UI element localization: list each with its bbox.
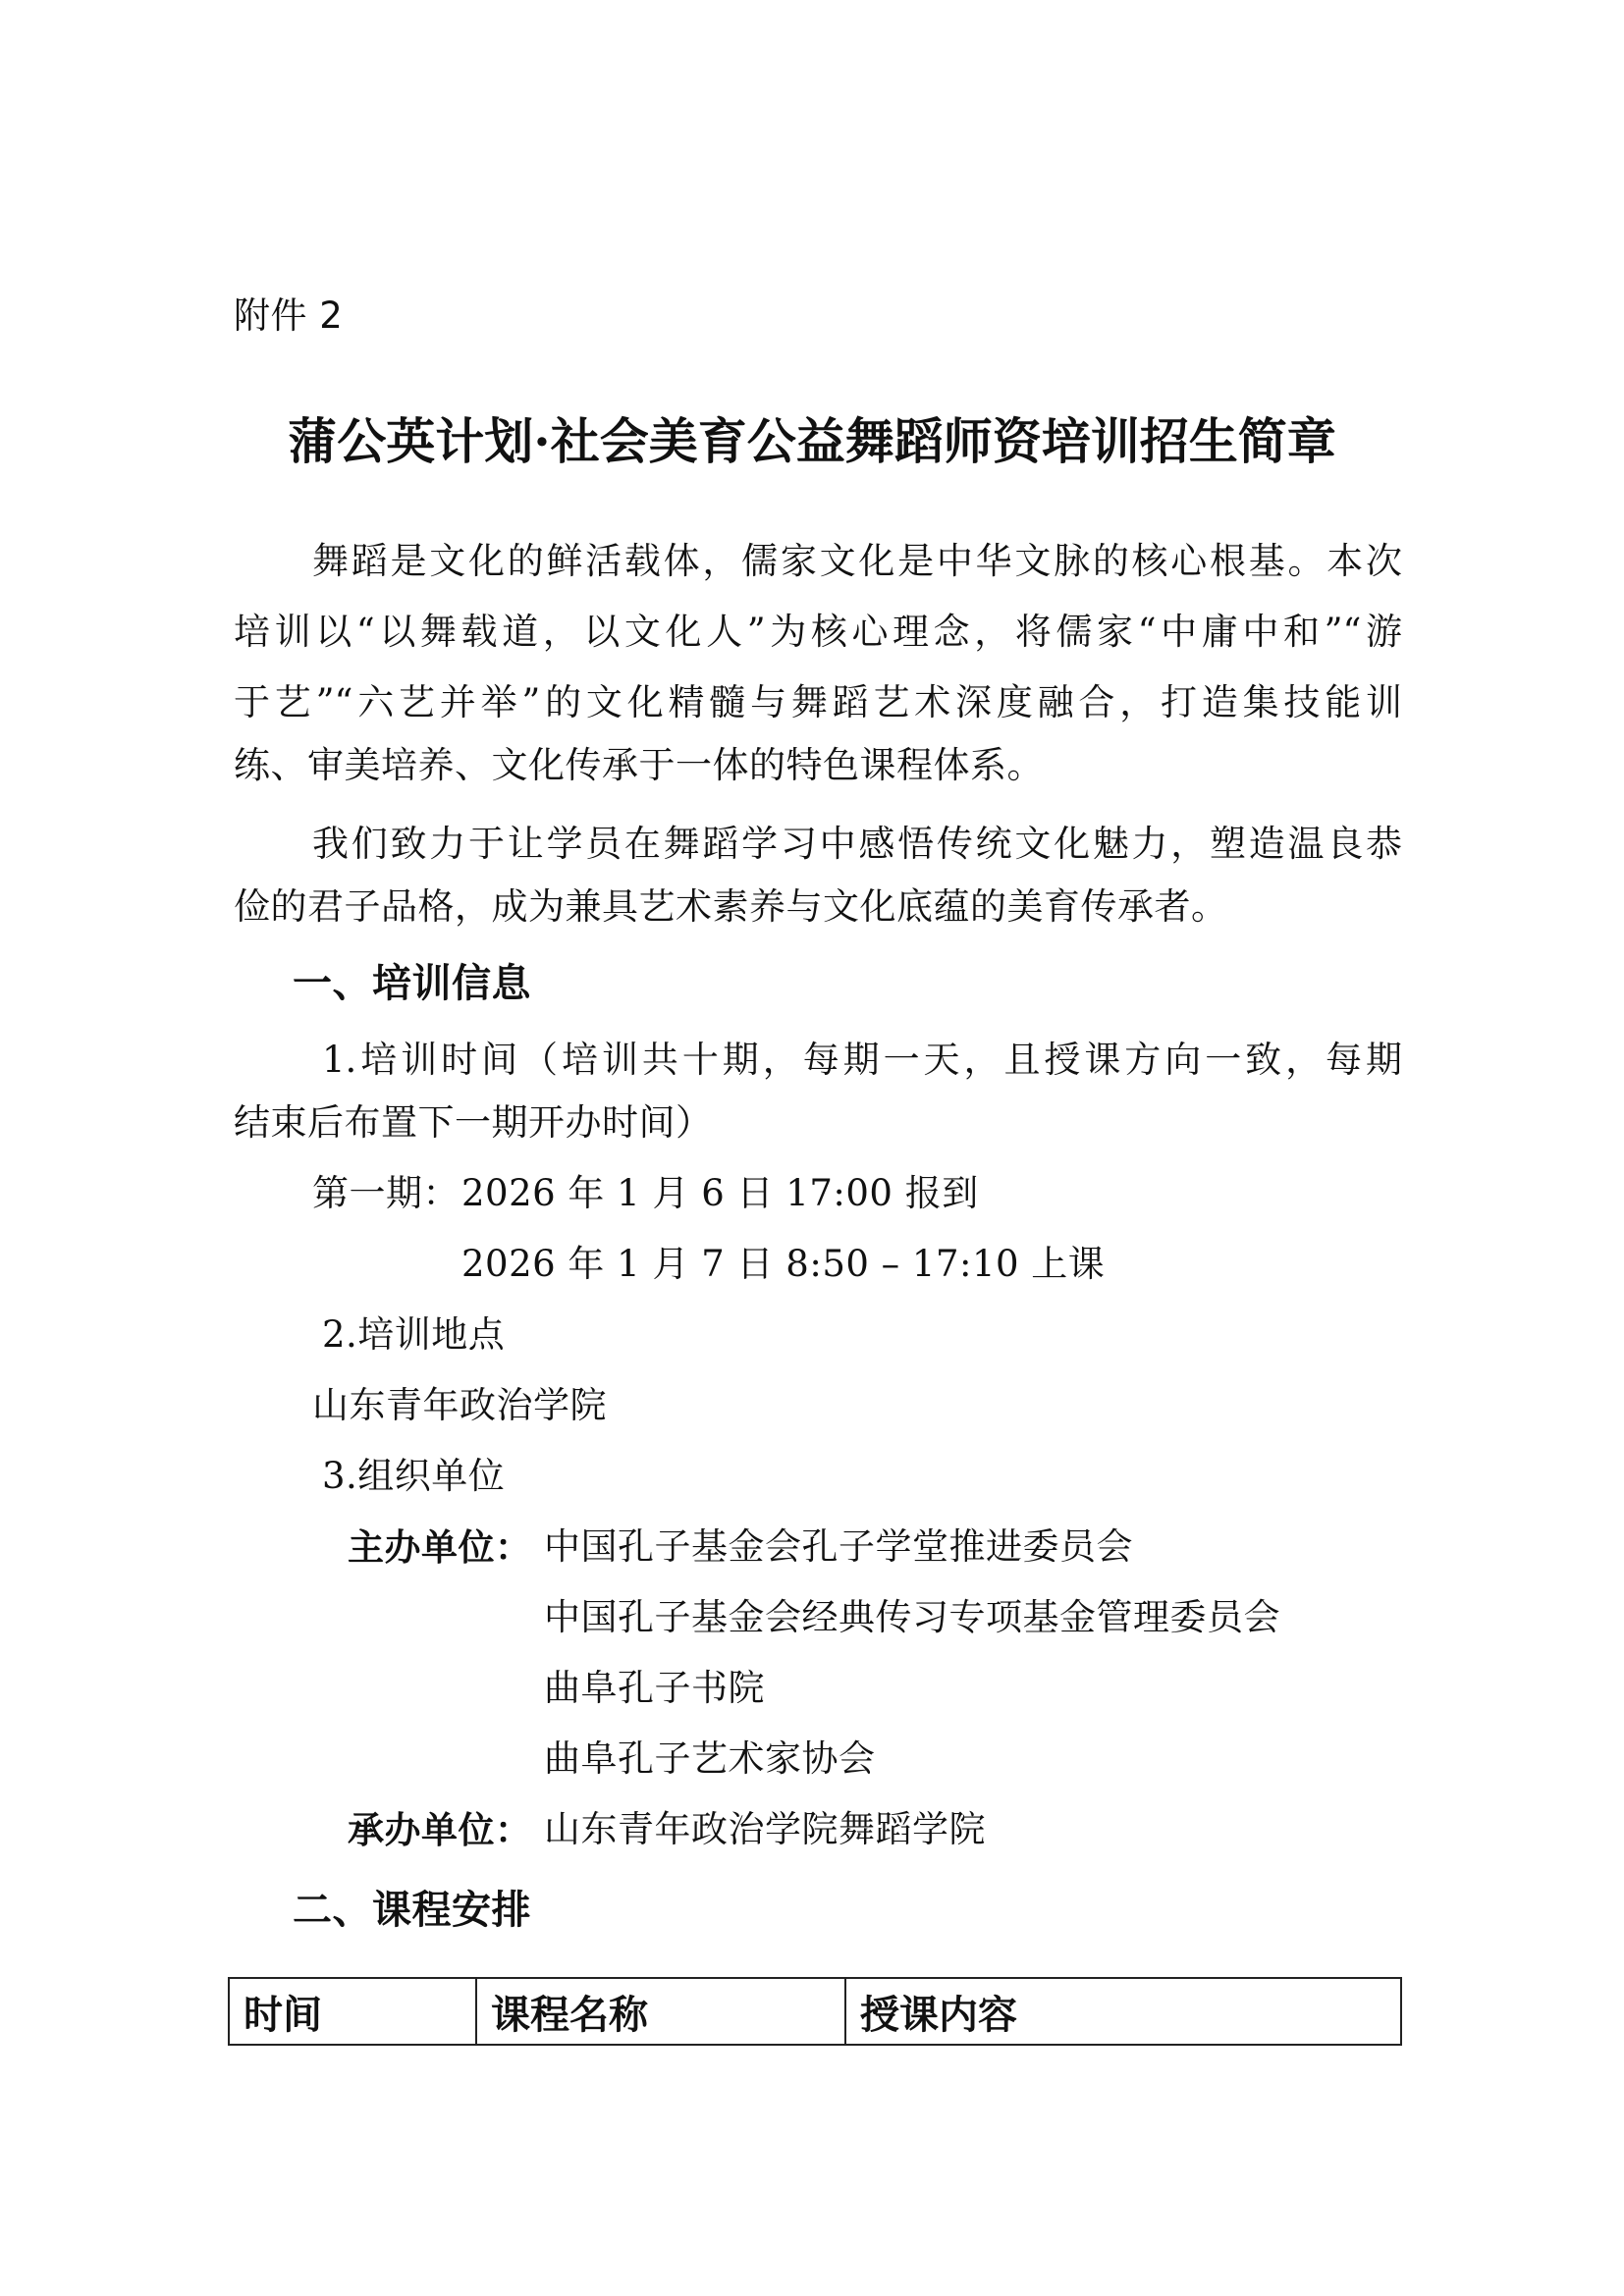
table-header-time: 时间	[229, 1978, 476, 2045]
intro-paragraph-1-line-1: 舞蹈是文化的鲜活载体，儒家文化是中华文脉的核心根基。本次	[312, 540, 1402, 582]
intro-paragraph-1-line-4: 练、审美培养、文化传承于一体的特色课程体系。	[234, 744, 1044, 786]
attachment-label: 附件 2	[234, 294, 344, 337]
section-2-heading: 二、课程安排	[293, 1888, 531, 1933]
training-location-label: 2.培训地点	[322, 1313, 506, 1356]
training-location-value: 山东青年政治学院	[312, 1384, 607, 1426]
intro-paragraph-1-line-3: 于艺”“六艺并举”的文化精髓与舞蹈艺术深度融合，打造集技能训	[234, 681, 1402, 723]
host-label: 主办单位：	[348, 1525, 532, 1569]
undertaker-value: 山东青年政治学院舞蹈学院	[544, 1808, 986, 1850]
training-time-label-line-2: 结束后布置下一期开办时间）	[234, 1101, 713, 1144]
training-time-label-line-1: 1.培训时间（培训共十期，每期一天，且授课方向一致，每期	[322, 1039, 1402, 1081]
table-header-course-name: 课程名称	[476, 1978, 845, 2045]
host-item: 中国孔子基金会孔子学堂推进委员会	[544, 1525, 1133, 1568]
table-header-content: 授课内容	[845, 1978, 1401, 2045]
page-title: 蒲公英计划·社会美育公益舞蹈师资培训招生简章	[288, 412, 1336, 470]
host-item: 曲阜孔子书院	[544, 1667, 765, 1709]
host-item: 中国孔子基金会经典传习专项基金管理委员会	[544, 1596, 1280, 1638]
section-1-heading: 一、培训信息	[293, 961, 531, 1006]
table-header-row	[229, 1978, 1401, 2045]
intro-paragraph-2-line-2: 俭的君子品格，成为兼具艺术素养与文化底蕴的美育传承者。	[234, 885, 1228, 928]
period-1-label: 第一期：	[312, 1172, 460, 1214]
course-schedule-table	[228, 1977, 1402, 2046]
host-item: 曲阜孔子艺术家协会	[544, 1737, 876, 1780]
period-1-class: 2026 年 1 月 7 日 8:50 – 17:10 上课	[461, 1243, 1106, 1285]
intro-paragraph-2-line-1: 我们致力于让学员在舞蹈学习中感悟传统文化魅力，塑造温良恭	[312, 823, 1402, 865]
organizers-label: 3.组织单位	[322, 1455, 506, 1497]
intro-paragraph-1-line-2: 培训以“以舞载道，以文化人”为核心理念，将儒家“中庸中和”“游	[234, 611, 1402, 653]
period-1-checkin: 2026 年 1 月 6 日 17:00 报到	[461, 1172, 979, 1214]
undertaker-label: 承办单位：	[348, 1808, 532, 1851]
